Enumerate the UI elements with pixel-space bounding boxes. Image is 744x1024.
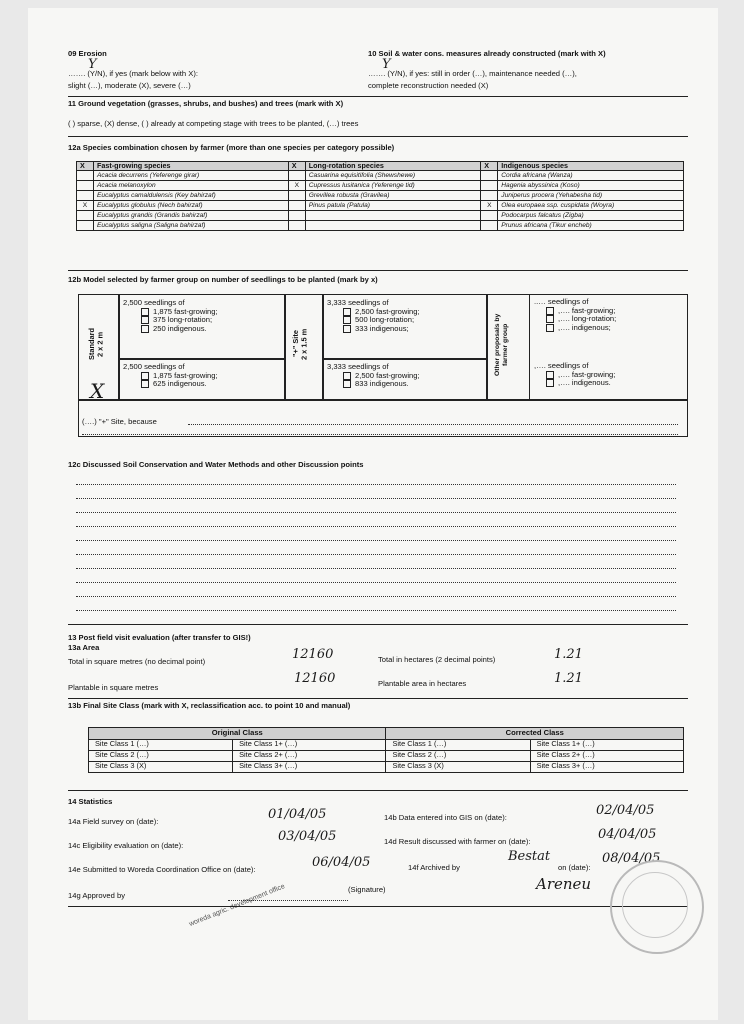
std-b-list xyxy=(119,372,285,389)
round-stamp-inner xyxy=(622,872,688,938)
fast-mark[interactable]: X xyxy=(77,201,94,211)
swc-title: 10 Soil & water cons. measures already constructed (mark with X) xyxy=(368,49,606,58)
seedling-option-label: 1,875 fast-growing; xyxy=(153,306,218,316)
plus-b-list xyxy=(323,372,487,389)
discussed-label: 14d Result discussed with farmer on (date): xyxy=(384,837,531,846)
standard-label: Standard 2 x 2 m xyxy=(87,327,105,361)
eligibility-date[interactable]: 03/04/05 xyxy=(278,829,337,844)
fast-species: Acacia melanoxylon xyxy=(94,181,289,191)
site-class-row xyxy=(89,750,684,761)
post-visit-title: 13 Post field visit evaluation (after transfer to GIS!) xyxy=(68,633,251,642)
archived-by-name[interactable]: Bestat xyxy=(508,849,551,864)
site-class-cell[interactable]: Site Class 2 (…) xyxy=(89,750,233,761)
plantable-ha-value[interactable]: 1.21 xyxy=(554,671,583,686)
divider xyxy=(68,698,688,699)
erosion-line1: ……. (Y/N), if yes (mark below with X): xyxy=(68,69,198,78)
long-species: Pinus patula (Patula) xyxy=(305,201,480,211)
divider xyxy=(68,624,688,625)
indig-mark[interactable] xyxy=(481,191,498,201)
col-long-rotation: Long-rotation species xyxy=(305,162,480,171)
site-class-cell[interactable]: Site Class 2+ (…) xyxy=(530,750,683,761)
field-survey-label: 14a Field survey on (date): xyxy=(68,817,159,826)
seedling-option[interactable] xyxy=(141,380,285,389)
plus-a-list xyxy=(323,308,487,334)
seedling-option[interactable] xyxy=(343,380,487,389)
site-class-row xyxy=(89,761,684,772)
long-species: Casuarina equisitifolia (Shewshewe) xyxy=(305,171,480,181)
site-class-cell[interactable]: Site Class 1 (…) xyxy=(386,739,530,750)
fast-species: Eucalyptus saligna (Saligna bahirzaf) xyxy=(94,221,289,231)
long-species: Cupressus lusitanica (Yeferenge tid) xyxy=(305,181,480,191)
site-class-cell[interactable]: Site Class 2 (…) xyxy=(386,750,530,761)
seedling-option[interactable] xyxy=(546,324,616,333)
std-a-list xyxy=(119,308,285,334)
ground-vegetation-line: ( ) sparse, (X) dense, ( ) already at competing stage with trees to be planted, (…) trees xyxy=(68,119,359,128)
checkbox-icon[interactable] xyxy=(141,372,149,380)
plus-b-head: 3,333 seedlings of xyxy=(327,362,389,371)
other-b-list xyxy=(534,371,615,388)
swc-hw-answer: Y xyxy=(382,57,391,72)
site-class-cell[interactable]: Site Class 1+ (…) xyxy=(530,739,683,750)
discussion-line[interactable] xyxy=(76,582,676,583)
checkbox-icon[interactable] xyxy=(343,325,351,333)
plus-site-reason-line[interactable] xyxy=(188,424,678,425)
statistics-title: 14 Statistics xyxy=(68,797,113,806)
other-a-list xyxy=(534,307,616,333)
long-species xyxy=(305,221,480,231)
area-title: 13a Area xyxy=(68,643,100,652)
checkbox-icon[interactable] xyxy=(546,315,554,323)
site-class-table xyxy=(88,727,684,773)
seedling-option-label: ,…. fast-growing; xyxy=(558,305,616,315)
plus-option-a xyxy=(322,294,488,360)
site-class-row xyxy=(89,739,684,750)
indig-mark[interactable] xyxy=(481,211,498,221)
plus-site-reason-box xyxy=(78,399,688,437)
site-class-cell[interactable]: Site Class 3 (X) xyxy=(89,761,233,772)
checkbox-icon[interactable] xyxy=(141,325,149,333)
site-class-cell[interactable]: Site Class 1 (…) xyxy=(89,739,233,750)
discussion-line[interactable] xyxy=(76,498,676,499)
plantable-sqm-label: Plantable in square metres xyxy=(68,683,159,692)
submitted-label: 14e Submitted to Woreda Coordination Office on (date): xyxy=(68,865,256,874)
gis-entry-label: 14b Data entered into GIS on (date): xyxy=(384,813,507,822)
swc-line2: complete reconstruction needed (X) xyxy=(368,81,489,90)
col-x: X xyxy=(288,162,305,171)
long-mark[interactable] xyxy=(288,171,305,181)
plus-site-reason-line[interactable] xyxy=(82,434,678,435)
plus-a-head: 3,333 seedlings of xyxy=(327,298,389,307)
swc-line1: ……. (Y/N), if yes: still in order (…), maintenance needed (…), xyxy=(368,69,577,78)
discussion-title: 12c Discussed Soil Conservation and Water Methods and other Discussion points xyxy=(68,460,364,469)
final-class-title: 13b Final Site Class (mark with X, reclassification acc. to point 10 and manual) xyxy=(68,701,351,710)
divider xyxy=(68,906,688,907)
discussion-line[interactable] xyxy=(76,568,676,569)
seedling-option[interactable] xyxy=(546,379,615,388)
indig-species: Podocarpus falcatus (Zigba) xyxy=(498,211,684,221)
other-a-head: ..… seedlings of xyxy=(534,297,589,306)
plantable-ha-label: Plantable area in hectares xyxy=(378,679,467,688)
divider xyxy=(68,96,688,97)
original-class-header: Original Class xyxy=(89,728,386,740)
ground-vegetation-title: 11 Ground vegetation (grasses, shrubs, and bushes) and trees (mark with X) xyxy=(68,99,344,108)
plantable-sqm-value[interactable]: 12160 xyxy=(294,671,336,686)
col-fast-growing: Fast-growing species xyxy=(94,162,289,171)
checkbox-icon[interactable] xyxy=(546,379,554,387)
office-stamp-text: woreda agric. development office xyxy=(188,883,286,929)
discussion-line[interactable] xyxy=(76,512,676,513)
erosion-hw-answer: Y xyxy=(88,57,97,72)
approval-signature: Areneu xyxy=(536,875,592,893)
discussion-line[interactable] xyxy=(76,596,676,597)
field-survey-date[interactable]: 01/04/05 xyxy=(268,807,327,822)
seedling-option-label: 250 indigenous. xyxy=(153,324,207,334)
seedling-option-label: 2,500 fast-growing; xyxy=(355,370,420,380)
indig-species: Juniperus procera (Yehabesha tid) xyxy=(498,191,684,201)
archived-date[interactable]: 08/04/05 xyxy=(602,851,661,866)
standard-mark: X xyxy=(90,379,105,403)
indig-species: Cordia africana (Wanza) xyxy=(498,171,684,181)
checkbox-icon[interactable] xyxy=(343,308,351,316)
plus-option-b xyxy=(322,358,488,401)
seedling-option[interactable] xyxy=(343,325,487,334)
species-combination-title: 12a Species combination chosen by farmer (more than one species per category possible) xyxy=(68,143,395,152)
archived-on-label: on (date): xyxy=(558,863,591,872)
long-species: Grevillea robusta (Gravilea) xyxy=(305,191,480,201)
long-mark[interactable] xyxy=(288,221,305,231)
corrected-class-header: Corrected Class xyxy=(386,728,684,740)
gis-entry-date[interactable]: 02/04/05 xyxy=(596,803,655,818)
checkbox-icon[interactable] xyxy=(141,308,149,316)
std-a-head: 2,500 seedlings of xyxy=(123,298,185,307)
discussion-line[interactable] xyxy=(76,554,676,555)
seedling-option-label: 333 indigenous; xyxy=(355,324,409,334)
long-mark[interactable] xyxy=(288,201,305,211)
seedling-option-label: 1,875 fast-growing; xyxy=(153,370,218,380)
discussion-line[interactable] xyxy=(76,540,676,541)
seedling-option-label: ,…. long-rotation; xyxy=(558,314,617,324)
plus-site-reason-label: (….) "+" Site, because xyxy=(82,417,157,426)
std-option-a xyxy=(118,294,286,360)
indig-species: Prunus africana (Tikur encheb) xyxy=(498,221,684,231)
seedling-option-label: 833 indigenous. xyxy=(355,379,409,389)
indig-mark[interactable] xyxy=(481,221,498,231)
seedling-option-label: 2,500 fast-growing; xyxy=(355,306,420,316)
indig-species: Hagenia abyssinica (Koso) xyxy=(498,181,684,191)
approved-label: 14g Approved by xyxy=(68,891,125,900)
total-ha-label: Total in hectares (2 decimal points) xyxy=(378,655,496,664)
site-class-cell[interactable]: Site Class 2+ (…) xyxy=(233,750,386,761)
seedling-option-label: 625 indigenous. xyxy=(153,379,207,389)
fast-species: Eucalyptus grandis (Grandis bahirzaf) xyxy=(94,211,289,221)
fast-species: Eucalyptus camaldulensis (Key bahirzaf) xyxy=(94,191,289,201)
indig-mark[interactable]: X xyxy=(481,201,498,211)
site-class-cell[interactable]: Site Class 3 (X) xyxy=(386,761,530,772)
other-option-a xyxy=(534,298,616,333)
checkbox-icon[interactable] xyxy=(546,324,554,332)
fast-species: Acacia decurrens (Yeferenge girar) xyxy=(94,171,289,181)
fast-species: Eucalyptus globulus (Nech bahirzaf) xyxy=(94,201,289,211)
archived-label: 14f Archived by xyxy=(408,863,460,872)
fast-mark[interactable] xyxy=(77,221,94,231)
seedling-option-label: 500 long-rotation; xyxy=(355,315,415,325)
total-sqm-label: Total in square metres (no decimal point) xyxy=(68,657,206,666)
std-b-head: 2,500 seedlings of xyxy=(123,362,185,371)
species-row xyxy=(77,201,684,211)
divider xyxy=(68,270,688,271)
seedling-option-label: ,…. indigenous; xyxy=(558,323,611,333)
indig-species: Olea europaea ssp. cuspidata (Woyra) xyxy=(498,201,684,211)
indig-mark[interactable] xyxy=(481,171,498,181)
divider xyxy=(68,790,688,791)
erosion-line2: slight (…), moderate (X), severe (…) xyxy=(68,81,191,90)
species-row xyxy=(77,221,684,231)
fast-mark[interactable] xyxy=(77,171,94,181)
fast-mark[interactable] xyxy=(77,181,94,191)
divider xyxy=(68,136,688,137)
checkbox-icon[interactable] xyxy=(141,380,149,388)
checkbox-icon[interactable] xyxy=(343,372,351,380)
seedling-option-label: ,…. indigenous. xyxy=(558,378,611,388)
model-title: 12b Model selected by farmer group on number of seedlings to be planted (mark by x) xyxy=(68,275,378,284)
col-x: X xyxy=(481,162,498,171)
species-row xyxy=(77,171,684,181)
long-mark[interactable] xyxy=(288,191,305,201)
site-class-cell[interactable]: Site Class 3+ (…) xyxy=(530,761,683,772)
species-row xyxy=(77,181,684,191)
species-row xyxy=(77,191,684,201)
seedling-option[interactable] xyxy=(141,325,285,334)
total-ha-value[interactable]: 1.21 xyxy=(554,647,583,662)
total-sqm-value[interactable]: 12160 xyxy=(292,647,334,662)
species-row xyxy=(77,211,684,221)
indig-mark[interactable] xyxy=(481,181,498,191)
col-x: X xyxy=(77,162,94,171)
discussed-date[interactable]: 04/04/05 xyxy=(598,827,657,842)
site-class-cell[interactable]: Site Class 3+ (…) xyxy=(233,761,386,772)
checkbox-icon[interactable] xyxy=(343,380,351,388)
seedling-option-label: 375 long-rotation; xyxy=(153,315,213,325)
long-mark[interactable] xyxy=(288,211,305,221)
checkbox-icon[interactable] xyxy=(546,371,554,379)
other-b-head: ,…. seedlings of xyxy=(534,361,589,370)
submitted-date[interactable]: 06/04/05 xyxy=(312,855,371,870)
fast-mark[interactable] xyxy=(77,191,94,201)
checkbox-icon[interactable] xyxy=(546,307,554,315)
discussion-line[interactable] xyxy=(76,484,676,485)
eligibility-label: 14c Eligibility evaluation on (date): xyxy=(68,841,184,850)
col-indigenous: Indigenous species xyxy=(498,162,684,171)
erosion-title: 09 Erosion xyxy=(68,49,107,58)
discussion-line[interactable] xyxy=(76,610,676,611)
site-class-cell[interactable]: Site Class 1+ (…) xyxy=(233,739,386,750)
long-species xyxy=(305,211,480,221)
other-option-b xyxy=(534,362,615,388)
checkbox-icon[interactable] xyxy=(141,316,149,324)
long-mark[interactable]: X xyxy=(288,181,305,191)
plus-site-label: "+" Site 2 x 1.5 m xyxy=(291,328,309,360)
std-option-b xyxy=(118,358,286,401)
signature-label: (Signature) xyxy=(348,885,386,894)
seedling-option-label: ,…. fast-growing; xyxy=(558,369,616,379)
checkbox-icon[interactable] xyxy=(343,316,351,324)
discussion-line[interactable] xyxy=(76,526,676,527)
species-table xyxy=(76,161,684,231)
fast-mark[interactable] xyxy=(77,211,94,221)
other-proposals-label: Other proposals by farmer group xyxy=(494,313,509,377)
